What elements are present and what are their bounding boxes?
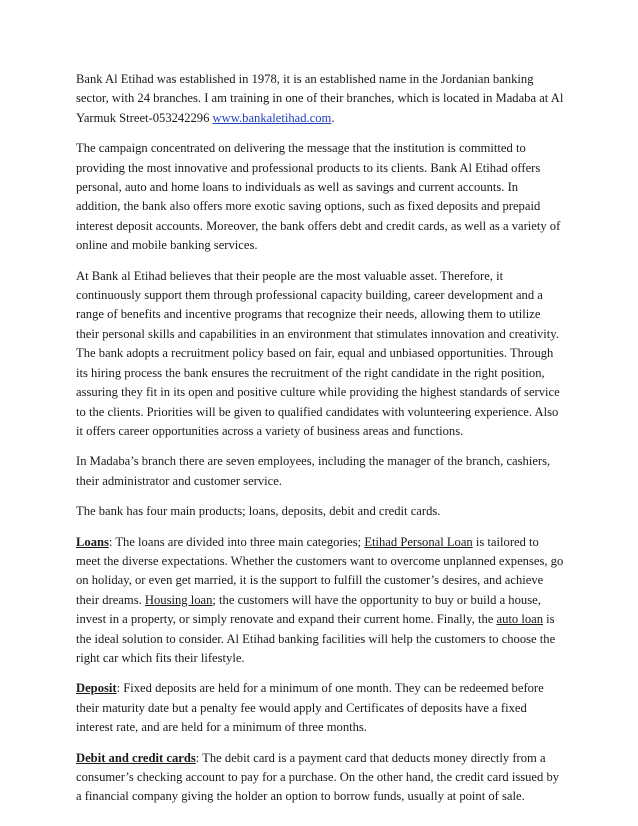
intro-period: . bbox=[331, 110, 335, 125]
loans-text-4: is the ideal solution to consider. Al Etihad banking facilities will help the customers to choose the right car which fits their lifestyle. bbox=[76, 612, 556, 665]
loans-heading: Loans bbox=[76, 534, 109, 549]
paragraph-intro bbox=[76, 70, 564, 128]
cards-heading: Debit and credit cards bbox=[76, 750, 196, 765]
loans-text-2: is tailored to meet the diverse expectations. Whether the customers want to overcome unplanned expenses, go on holiday, or even get married, it is the support to fulfill the customer’s desires, and achieve their dreams. bbox=[76, 534, 564, 607]
personal-loan-term: Etihad Personal Loan bbox=[364, 534, 473, 549]
paragraph-campaign: The campaign concentrated on delivering the message that the institution is committed to providing the most innovative and professional products to its clients. Bank Al Etihad offers personal, auto and home loans to individuals as well as savings and current accounts. In addition, the bank also offers more exotic saving options, such as fixed deposits and prepaid interest deposit accounts. Moreover, the bank offers debt and credit cards, as well as a variety of online and mobile banking services. bbox=[76, 141, 561, 253]
auto-loan-term: auto loan bbox=[496, 612, 544, 627]
paragraph-loans bbox=[76, 533, 564, 669]
paragraph-products: The bank has four main products; loans, deposits, debit and credit cards. bbox=[76, 504, 441, 519]
paragraph-cards bbox=[76, 749, 564, 807]
paragraph-deposit bbox=[76, 679, 564, 737]
intro-text: Bank Al Etihad was established in 1978, it is an established name in the Jordanian banking sector, with 24 branches. I am training in one of their branches, which is located in Madaba at Al Yarmuk Street-053242296 bbox=[76, 72, 564, 125]
bank-website-link[interactable]: www.bankaletihad.com bbox=[212, 110, 332, 125]
deposit-heading: Deposit bbox=[76, 681, 117, 696]
loans-text-1: : The loans are divided into three main categories; bbox=[108, 534, 365, 549]
housing-loan-term: Housing loan bbox=[144, 592, 213, 607]
loans-text-3: ; the customers will have the opportunity to buy or build a house, invest in a property, or simply renovate and expand their current home. Finally, the bbox=[76, 592, 541, 627]
deposit-text: : Fixed deposits are held for a minimum of one month. They can be redeemed before their maturity date but a penalty fee would apply and Certificates of deposits have a fixed interest rate, and are held for a minimum of three months. bbox=[76, 681, 544, 735]
cards-text: : The debit card is a payment card that deducts money directly from a consumer’s checking account to pay for a purchase. On the other hand, the credit card issued by a financial company giving the holder an option to borrow funds, usually at point of sale. bbox=[76, 750, 560, 804]
paragraph-employees: In Madaba’s branch there are seven employees, including the manager of the branch, cashiers, their administrator and customer service. bbox=[76, 454, 551, 488]
paragraph-people: At Bank al Etihad believes that their people are the most valuable asset. Therefore, it continuously support them through professional capacity building, career development and a range of benefits and incentive programs that recognize their needs, allowing them to utilize their personal skills and capabilities in an environment that stimulates innovation and creativity. The bank adopts a recruitment policy based on fair, equal and unbiased opportunities. Through its hiring process the bank ensures the recruitment of the right candidate in the right position, assuring they fit in its open and positive culture while providing the highest standards of service to the clients. Priorities will be given to qualified candidates with volunteering experience. Also it offers career opportunities across a variety of business areas and functions. bbox=[76, 268, 560, 438]
